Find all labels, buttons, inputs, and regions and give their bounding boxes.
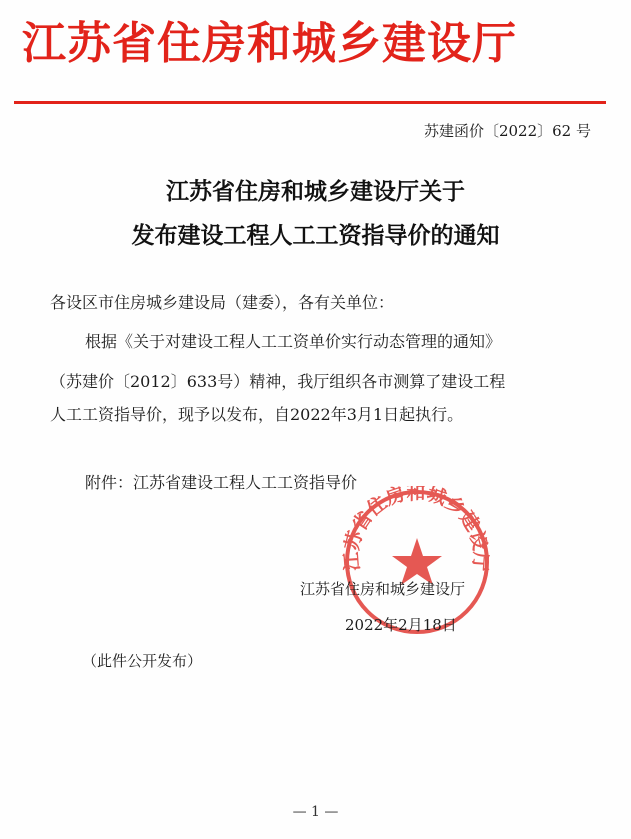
issue-date: 2022年2月18日 — [345, 616, 457, 634]
body-line: （苏建价〔2012〕633号）精神，我厅组织各市测算了建设工程 — [50, 372, 506, 391]
issuer-header-title: 江苏省住房和城乡建设厅 — [22, 18, 517, 69]
public-release-note: （此件公开发布） — [82, 652, 203, 670]
document-number: 苏建函价〔2022〕62 号 — [423, 122, 591, 140]
addressee: 各设区市住房城乡建设局（建委），各有关单位： — [50, 293, 395, 312]
page-number: — 1 — — [292, 804, 339, 820]
signatory: 江苏省住房和城乡建设厅 — [300, 580, 466, 598]
attachment-line: 附件：江苏省建设工程人工工资指导价 — [85, 473, 358, 492]
seal-text: 江苏省住房和城乡建设厅 — [340, 486, 492, 572]
document-title-line: 江苏省住房和城乡建设厅关于 — [166, 178, 465, 205]
document-title-line: 发布建设工程人工工资指导价的通知 — [131, 222, 500, 249]
body-line: 根据《关于对建设工程人工工资单价实行动态管理的通知》 — [85, 332, 502, 351]
header-divider — [14, 101, 606, 104]
body-line: 人工工资指导价，现予以发布，自2022年3月1日起执行。 — [50, 405, 464, 424]
